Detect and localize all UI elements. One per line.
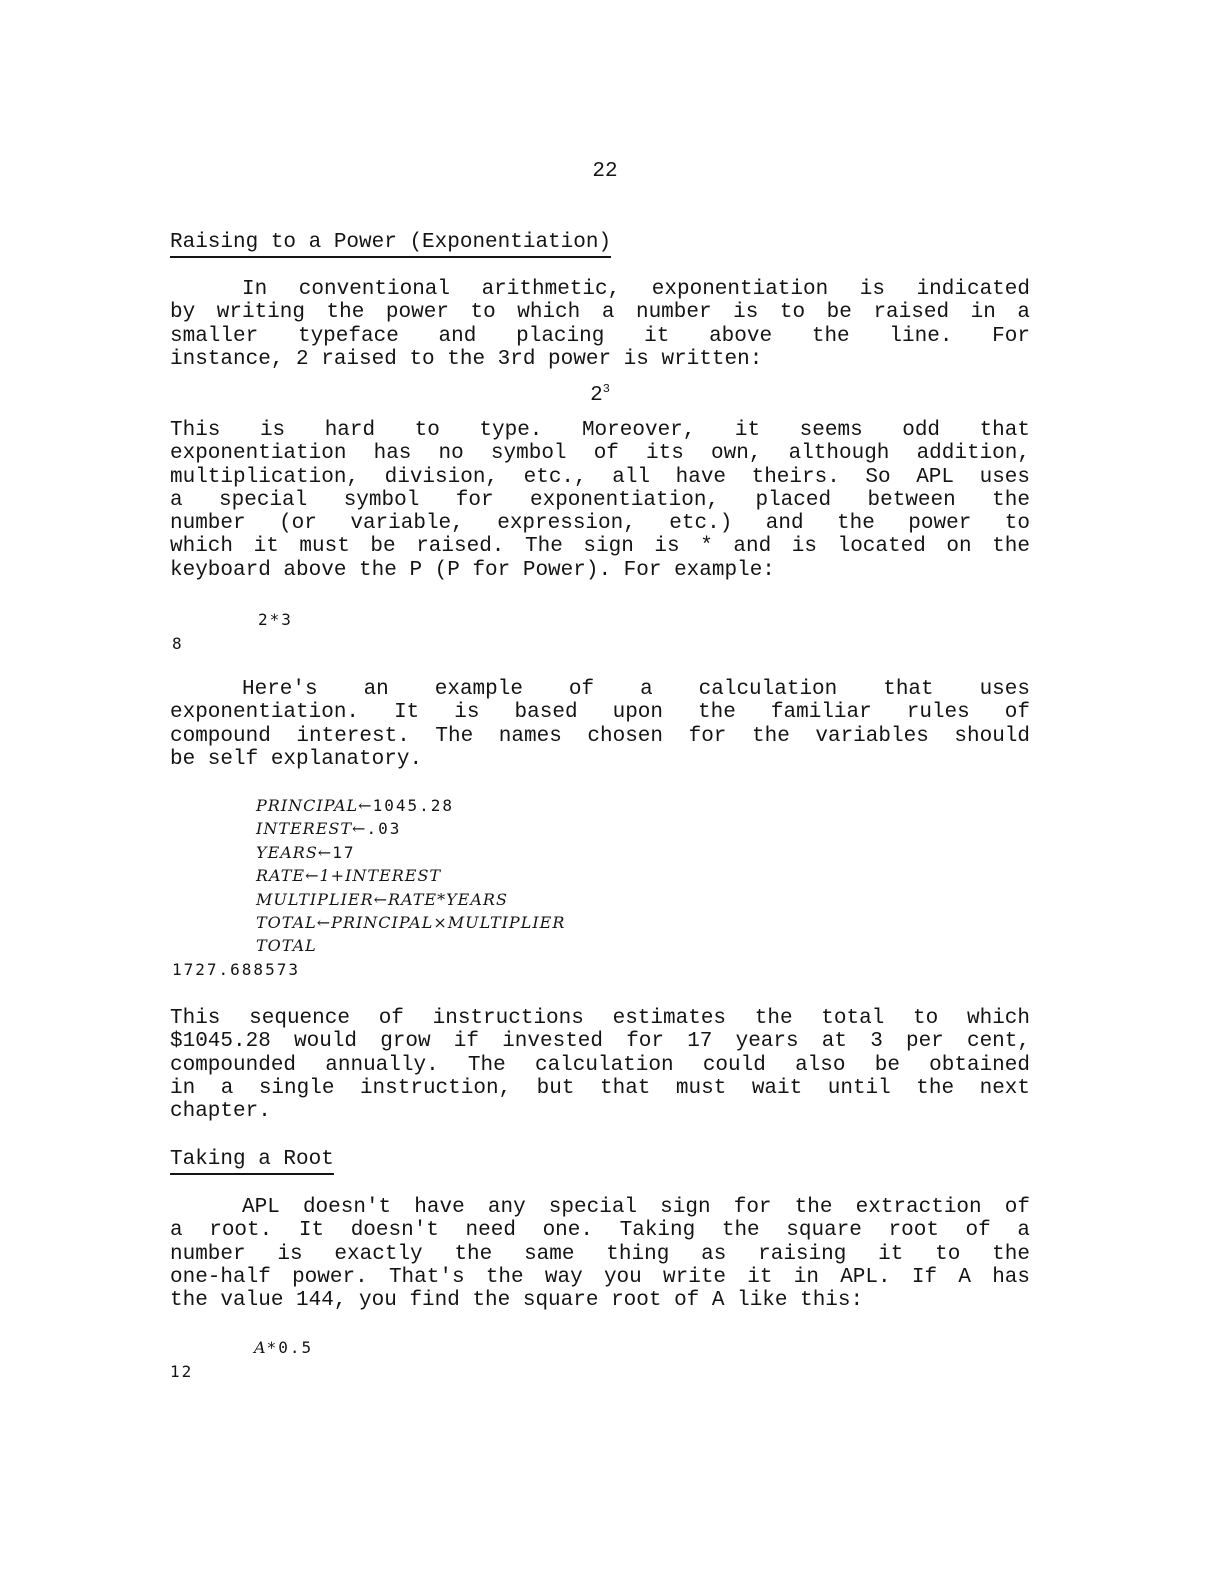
code-value: 1045.28 [372,796,455,815]
text-line: one-half power. That's the way you write it in APL. If A has [170,1265,1030,1289]
text-line: the value 144, you find the square root of A like this: [170,1289,864,1313]
text-line: $1045.28 would grow if invested for 17 years at 3 per cent, [170,1030,1030,1054]
text-line: smaller typeface and placing it above the line. For [170,324,1030,348]
text-line: exponentiation has no symbol of its own, although addition, [170,442,1030,466]
paragraph-root [170,1196,1030,1312]
paragraph-compound-interest [170,678,1030,771]
code-name: TOTAL← [256,912,332,932]
text-line: keyboard above the P (P for Power). For example: [170,558,775,582]
text-line: APL doesn't have any special sign for the extraction of [242,1196,1030,1219]
text-line: chapter. [170,1100,271,1124]
text-line: compounded annually. The calculation could also be obtained [170,1053,1030,1077]
code-value: 1+INTEREST [319,866,442,886]
text-line: by writing the power to which a number is to be raised in a [170,301,1030,325]
page-number: 22 [592,160,618,183]
code-name: TOTAL [256,936,317,956]
text-line: a root. It doesn't need one. Taking the square root of a [170,1219,1030,1243]
text-line: This is hard to type. Moreover, it seems odd that [170,419,1030,442]
code-line [256,890,565,913]
code-line [256,936,565,959]
apl-root-output: 12 [170,1362,194,1381]
code-name: YEARS← [256,842,333,862]
text-line: which it must be raised. The sign is * and is located on the [170,535,1030,559]
code-line [256,866,565,889]
section-heading-root: Taking a Root [170,1147,334,1175]
code-name: PRINCIPAL← [256,796,373,815]
paragraph-symbol [170,419,1030,582]
section-heading-exponentiation: Raising to a Power (Exponentiation) [170,230,611,258]
code-line [256,819,565,842]
code-name: RATE← [256,866,320,886]
code-name: MULTIPLIER← [256,889,389,909]
text-line: a special symbol for exponentiation, placed between the [170,488,1030,512]
text-line: compound interest. The names chosen for the variables should [170,724,1030,748]
apl-root-input [254,1338,313,1357]
root-expression: *0.5 [266,1338,314,1357]
code-value: 17 [332,842,356,862]
paragraph-sequence [170,1007,1030,1123]
apl-code-block [256,796,565,960]
code-name: INTEREST← [256,819,367,839]
text-line: number (or variable, expression, etc.) and the power to [170,512,1030,536]
text-line: be self explanatory. [170,747,423,771]
formula-exponent: 3 [602,382,610,396]
text-line: in a single instruction, but that must wait until the next [170,1076,1030,1100]
text-line: In conventional arithmetic, exponentiation is indicated [242,278,1030,301]
text-line: Here's an example of a calculation that uses [242,678,1030,701]
code-line [256,843,565,866]
text-line: multiplication, division, etc., all have theirs. So APL uses [170,465,1030,489]
text-line: This sequence of instructions estimates the total to which [170,1007,1030,1030]
code-value: PRINCIPAL×MULTIPLIER [331,912,566,932]
formula-two-cubed [0,382,1200,407]
code-value: .03 [366,819,402,839]
root-variable: A [254,1338,267,1357]
text-line: instance, 2 raised to the 3rd power is written: [170,347,763,371]
code-line [256,796,565,819]
text-line: exponentiation. It is based upon the familiar rules of [170,701,1030,725]
code-value: RATE*YEARS [388,889,508,909]
text-line: number is exactly the same thing as raising it to the [170,1242,1030,1266]
formula-base: 2 [590,384,603,407]
apl-code-output: 1727.688573 [172,960,300,979]
apl-example-input: 2*3 [258,610,293,629]
apl-example-output: 8 [172,634,184,653]
paragraph-intro [170,278,1030,371]
code-line [256,913,565,936]
